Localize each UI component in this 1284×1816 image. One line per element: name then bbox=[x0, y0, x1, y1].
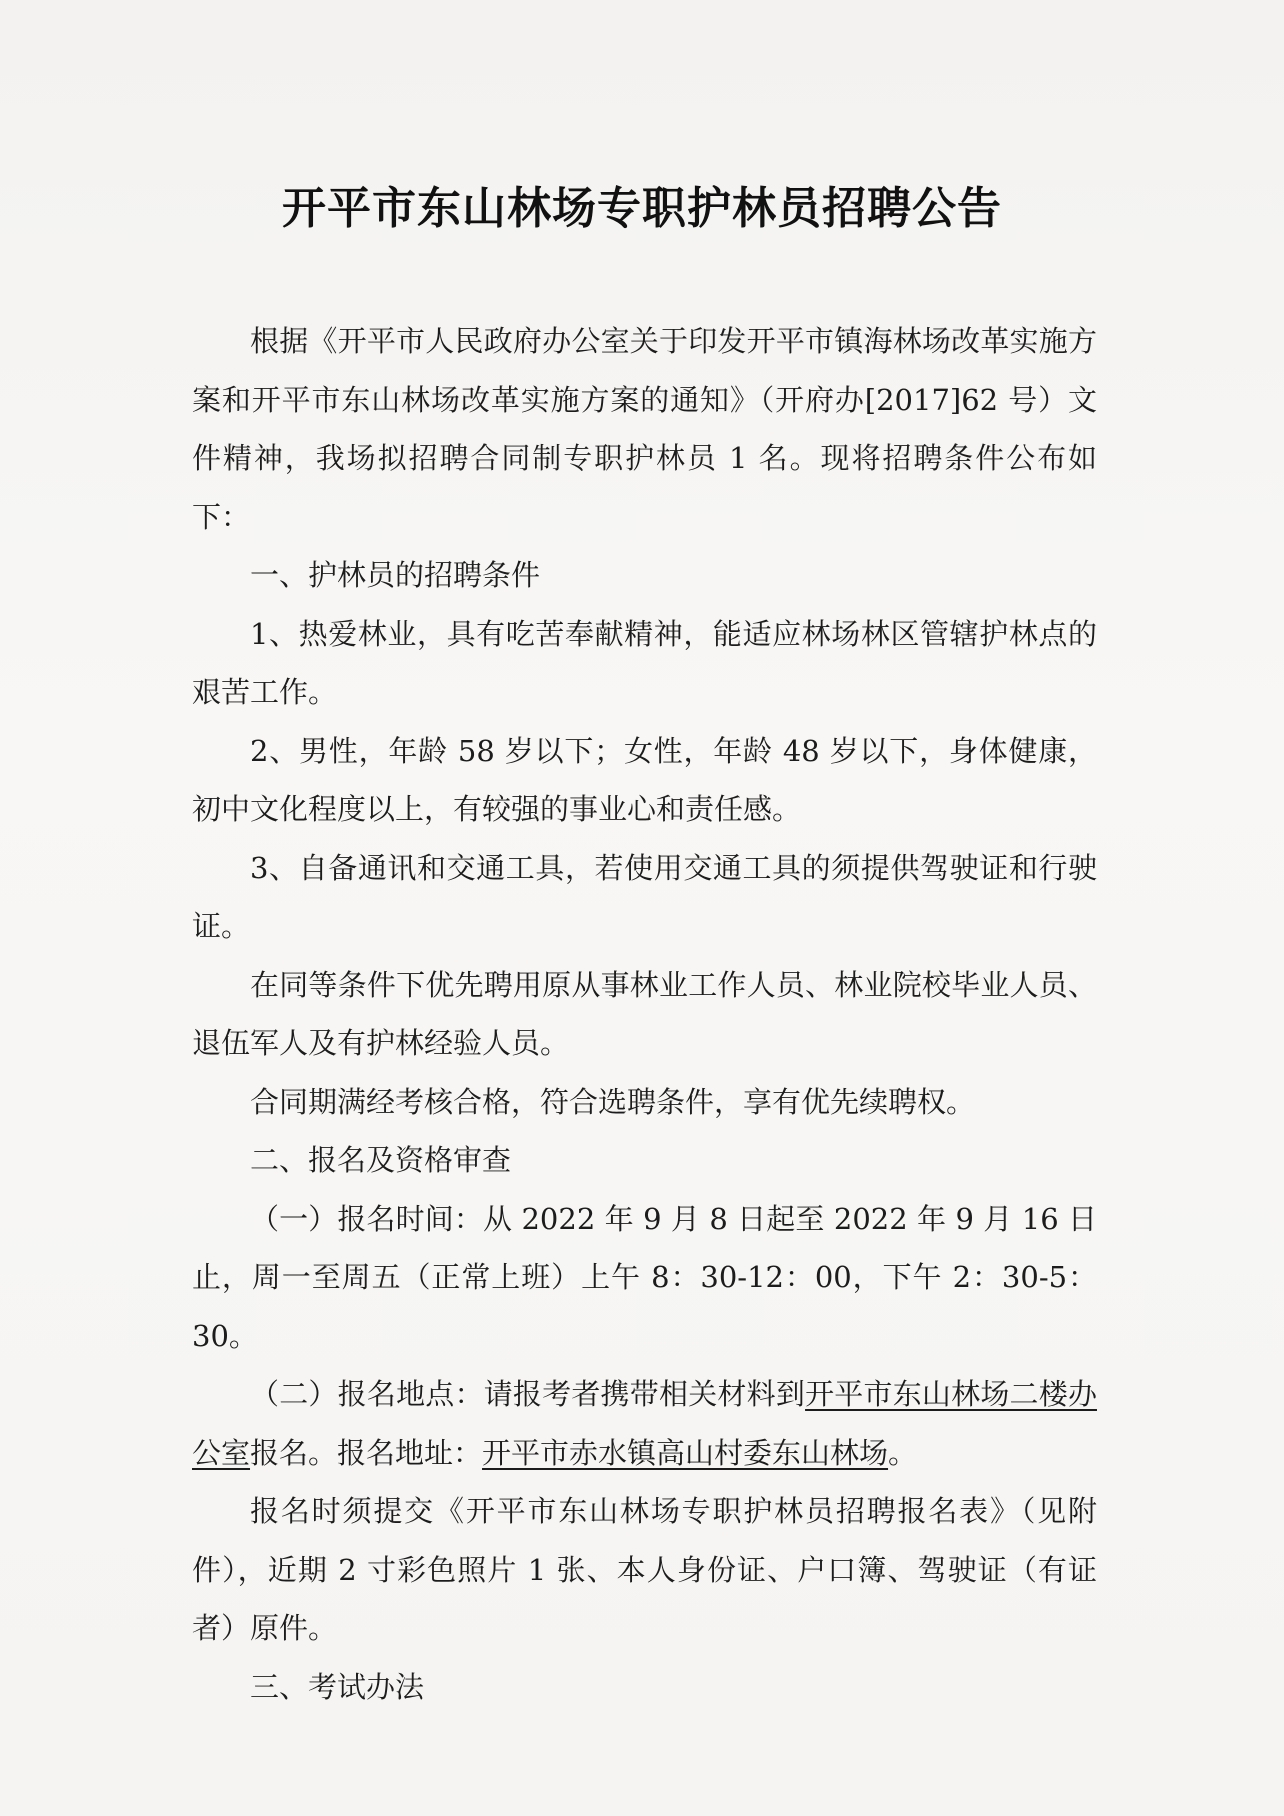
section-3-heading: 三、考试办法 bbox=[250, 1669, 425, 1704]
registration-time: （一）报名时间：从 2022 年 9 月 8 日起至 2022 年 9 月 16 日止，周一至周五（正常上班）上午 8：30-12：00，下午 2：30-5：30。 bbox=[192, 1201, 1097, 1353]
registration-place bbox=[192, 1365, 1097, 1482]
registration-address: 开平市赤水镇高山村委东山林场 bbox=[482, 1435, 889, 1470]
registration-place-prefix: （二）报名地点：请报考者携带相关材料到 bbox=[250, 1377, 806, 1411]
document-title: 开平市东山林场专职护林员招聘公告 bbox=[282, 183, 1002, 234]
registration-office: 开平市东山林场二楼办公室 bbox=[192, 1377, 1097, 1470]
condition-item-3: 3、自备通讯和交通工具，若使用交通工具的须提供驾驶证和行驶证。 bbox=[192, 850, 1097, 943]
section-2-heading: 二、报名及资格审查 bbox=[250, 1143, 512, 1177]
registration-place-mid: 报名。报名地址： bbox=[250, 1435, 483, 1470]
required-materials: 报名时须提交《开平市东山林场专职护林员招聘报名表》（见附件），近期 2 寸彩色照片 1 张、本人身份证、户口簿、驾驶证（有证者）原件。 bbox=[192, 1494, 1097, 1645]
renewal-paragraph: 合同期满经考核合格，符合选聘条件，享有优先续聘权。 bbox=[250, 1084, 976, 1119]
intro-paragraph: 根据《开平市人民政府办公室关于印发开平市镇海林场改革实施方案和开平市东山林场改革实施方案的通知》（开府办[2017]62 号）文件精神，我场拟招聘合同制专职护林员 1 名。现将招聘条件公布如下： bbox=[192, 324, 1097, 534]
condition-item-1: 1、热爱林业，具有吃苦奉献精神，能适应林场林区管辖护林点的艰苦工作。 bbox=[192, 616, 1097, 709]
condition-item-2: 2、男性，年龄 58 岁以下；女性，年龄 48 岁以下，身体健康，初中文化程度以上，有较强的事业心和责任感。 bbox=[192, 733, 1097, 826]
section-1-heading: 一、护林员的招聘条件 bbox=[250, 558, 541, 592]
document-body bbox=[192, 312, 1097, 1716]
registration-place-end: 。 bbox=[888, 1435, 918, 1470]
priority-paragraph: 在同等条件下优先聘用原从事林业工作人员、林业院校毕业人员、退伍军人及有护林经验人员。 bbox=[192, 967, 1097, 1060]
